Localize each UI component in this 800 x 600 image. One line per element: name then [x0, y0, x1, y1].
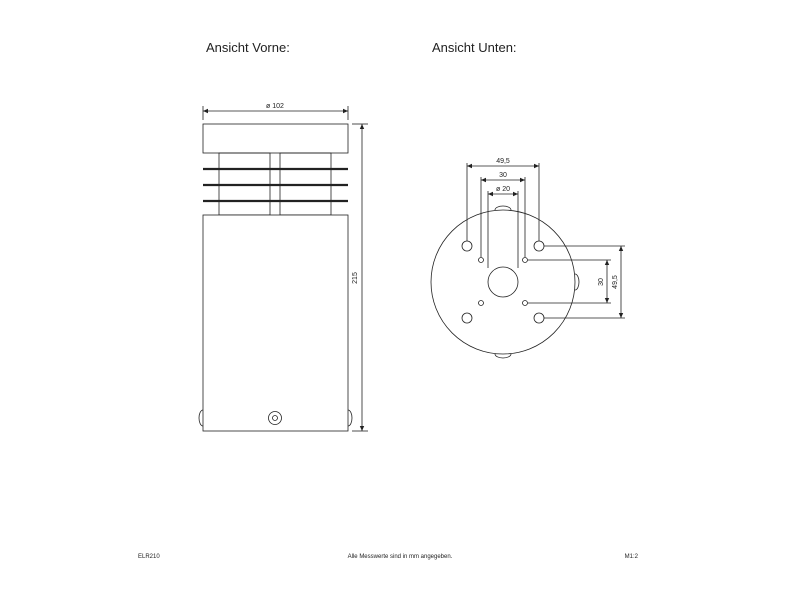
front-width-label: ø 102 — [266, 103, 284, 110]
dim-label-30-h: 30 — [499, 172, 507, 179]
dim-label-30-v: 30 — [598, 278, 605, 286]
bottom-view — [431, 163, 625, 358]
rim-bump-top — [495, 206, 511, 210]
base-plate — [431, 210, 575, 354]
front-view — [199, 106, 368, 431]
side-screw-right — [348, 410, 352, 426]
side-screw-left — [199, 410, 203, 426]
lamp-body — [203, 215, 348, 431]
lamp-cap — [203, 124, 348, 153]
dim-label-20-h: ø 20 — [495, 186, 511, 193]
louver-slats — [203, 169, 348, 201]
footer-note: Alle Messwerte sind in mm angegeben. — [347, 554, 453, 560]
footer-model: ELR210 — [138, 554, 160, 560]
dim-label-49-5-h: 49,5 — [496, 158, 510, 165]
dim-label-49-5-v: 49,5 — [612, 275, 619, 289]
bottom-view-title: Ansicht Unten: — [432, 40, 517, 55]
front-height-label: 215 — [352, 272, 359, 284]
rim-bump-right — [575, 274, 579, 290]
rim-bump-bottom — [495, 354, 511, 358]
front-view-title: Ansicht Vorne: — [206, 40, 290, 55]
footer-scale: M1:2 — [624, 554, 638, 560]
